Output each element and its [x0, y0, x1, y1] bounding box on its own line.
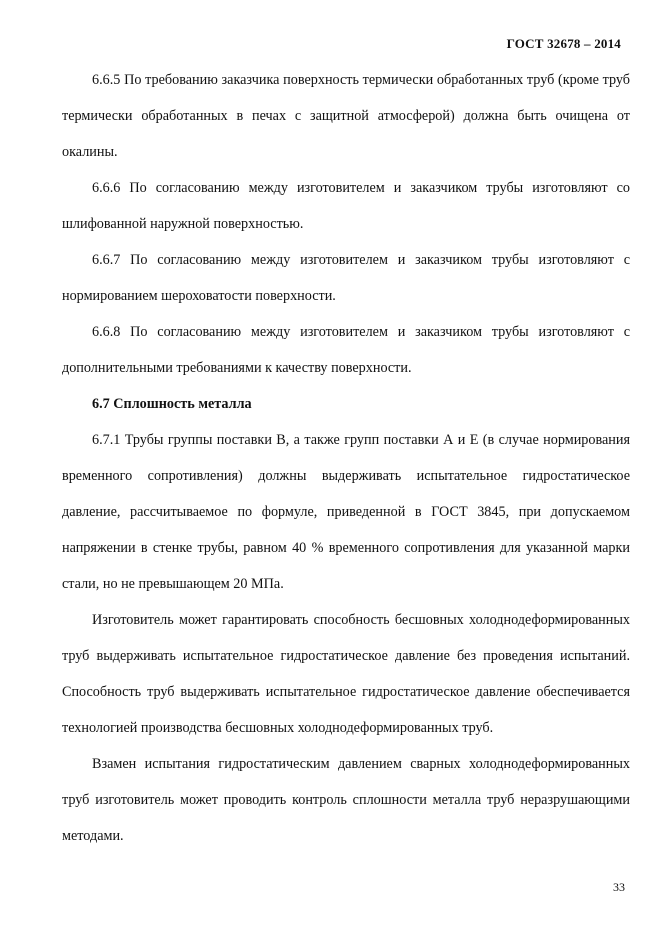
document-body — [62, 62, 630, 854]
paragraph-6-6-5: 6.6.5 По требованию заказчика поверхность термически обработанных труб (кроме труб термически обработанных в печах с защитной атмосферой) должна быть очищена от окалины. — [62, 72, 630, 160]
paragraph-6-7-1: 6.7.1 Трубы группы поставки В, а также групп поставки А и Е (в случае нормирования временного сопротивления) должны выдерживать испытательное гидростатическое давление, рассчитываемое по формуле, приведенной в ГОСТ 3845, при допускаемом напряжении в стенке трубы, равном 40 % временного сопротивления для указанной марки стали, но не превышающем 20 МПа. — [62, 432, 630, 592]
paragraph-6-6-6: 6.6.6 По согласованию между изготовителем и заказчиком трубы изготовляют со шлифованной наружной поверхностью. — [62, 180, 630, 232]
paragraph-6-6-8: 6.6.8 По согласованию между изготовителем и заказчиком трубы изготовляют с дополнительными требованиями к качеству поверхности. — [62, 324, 630, 376]
paragraph-6-6-7: 6.6.7 По согласованию между изготовителем и заказчиком трубы изготовляют с нормированием шероховатости поверхности. — [62, 252, 630, 304]
paragraph-nondestructive-control: Взамен испытания гидростатическим давлением сварных холоднодеформированных труб изготовитель может проводить контроль сплошности металла труб неразрушающими методами. — [62, 756, 630, 844]
paragraph-manufacturer-guarantee: Изготовитель может гарантировать способность бесшовных холоднодеформированных труб выдерживать испытательное гидростатическое давление без проведения испытаний. Способность труб выдерживать испытательное гидростатическое давление обеспечивается технологией производства бесшовных холоднодеформированных труб. — [62, 612, 630, 736]
section-heading-6-7: 6.7 Сплошность металла — [92, 396, 252, 412]
page-number: 33 — [613, 880, 625, 894]
document-code-header: ГОСТ 32678 – 2014 — [506, 36, 621, 51]
